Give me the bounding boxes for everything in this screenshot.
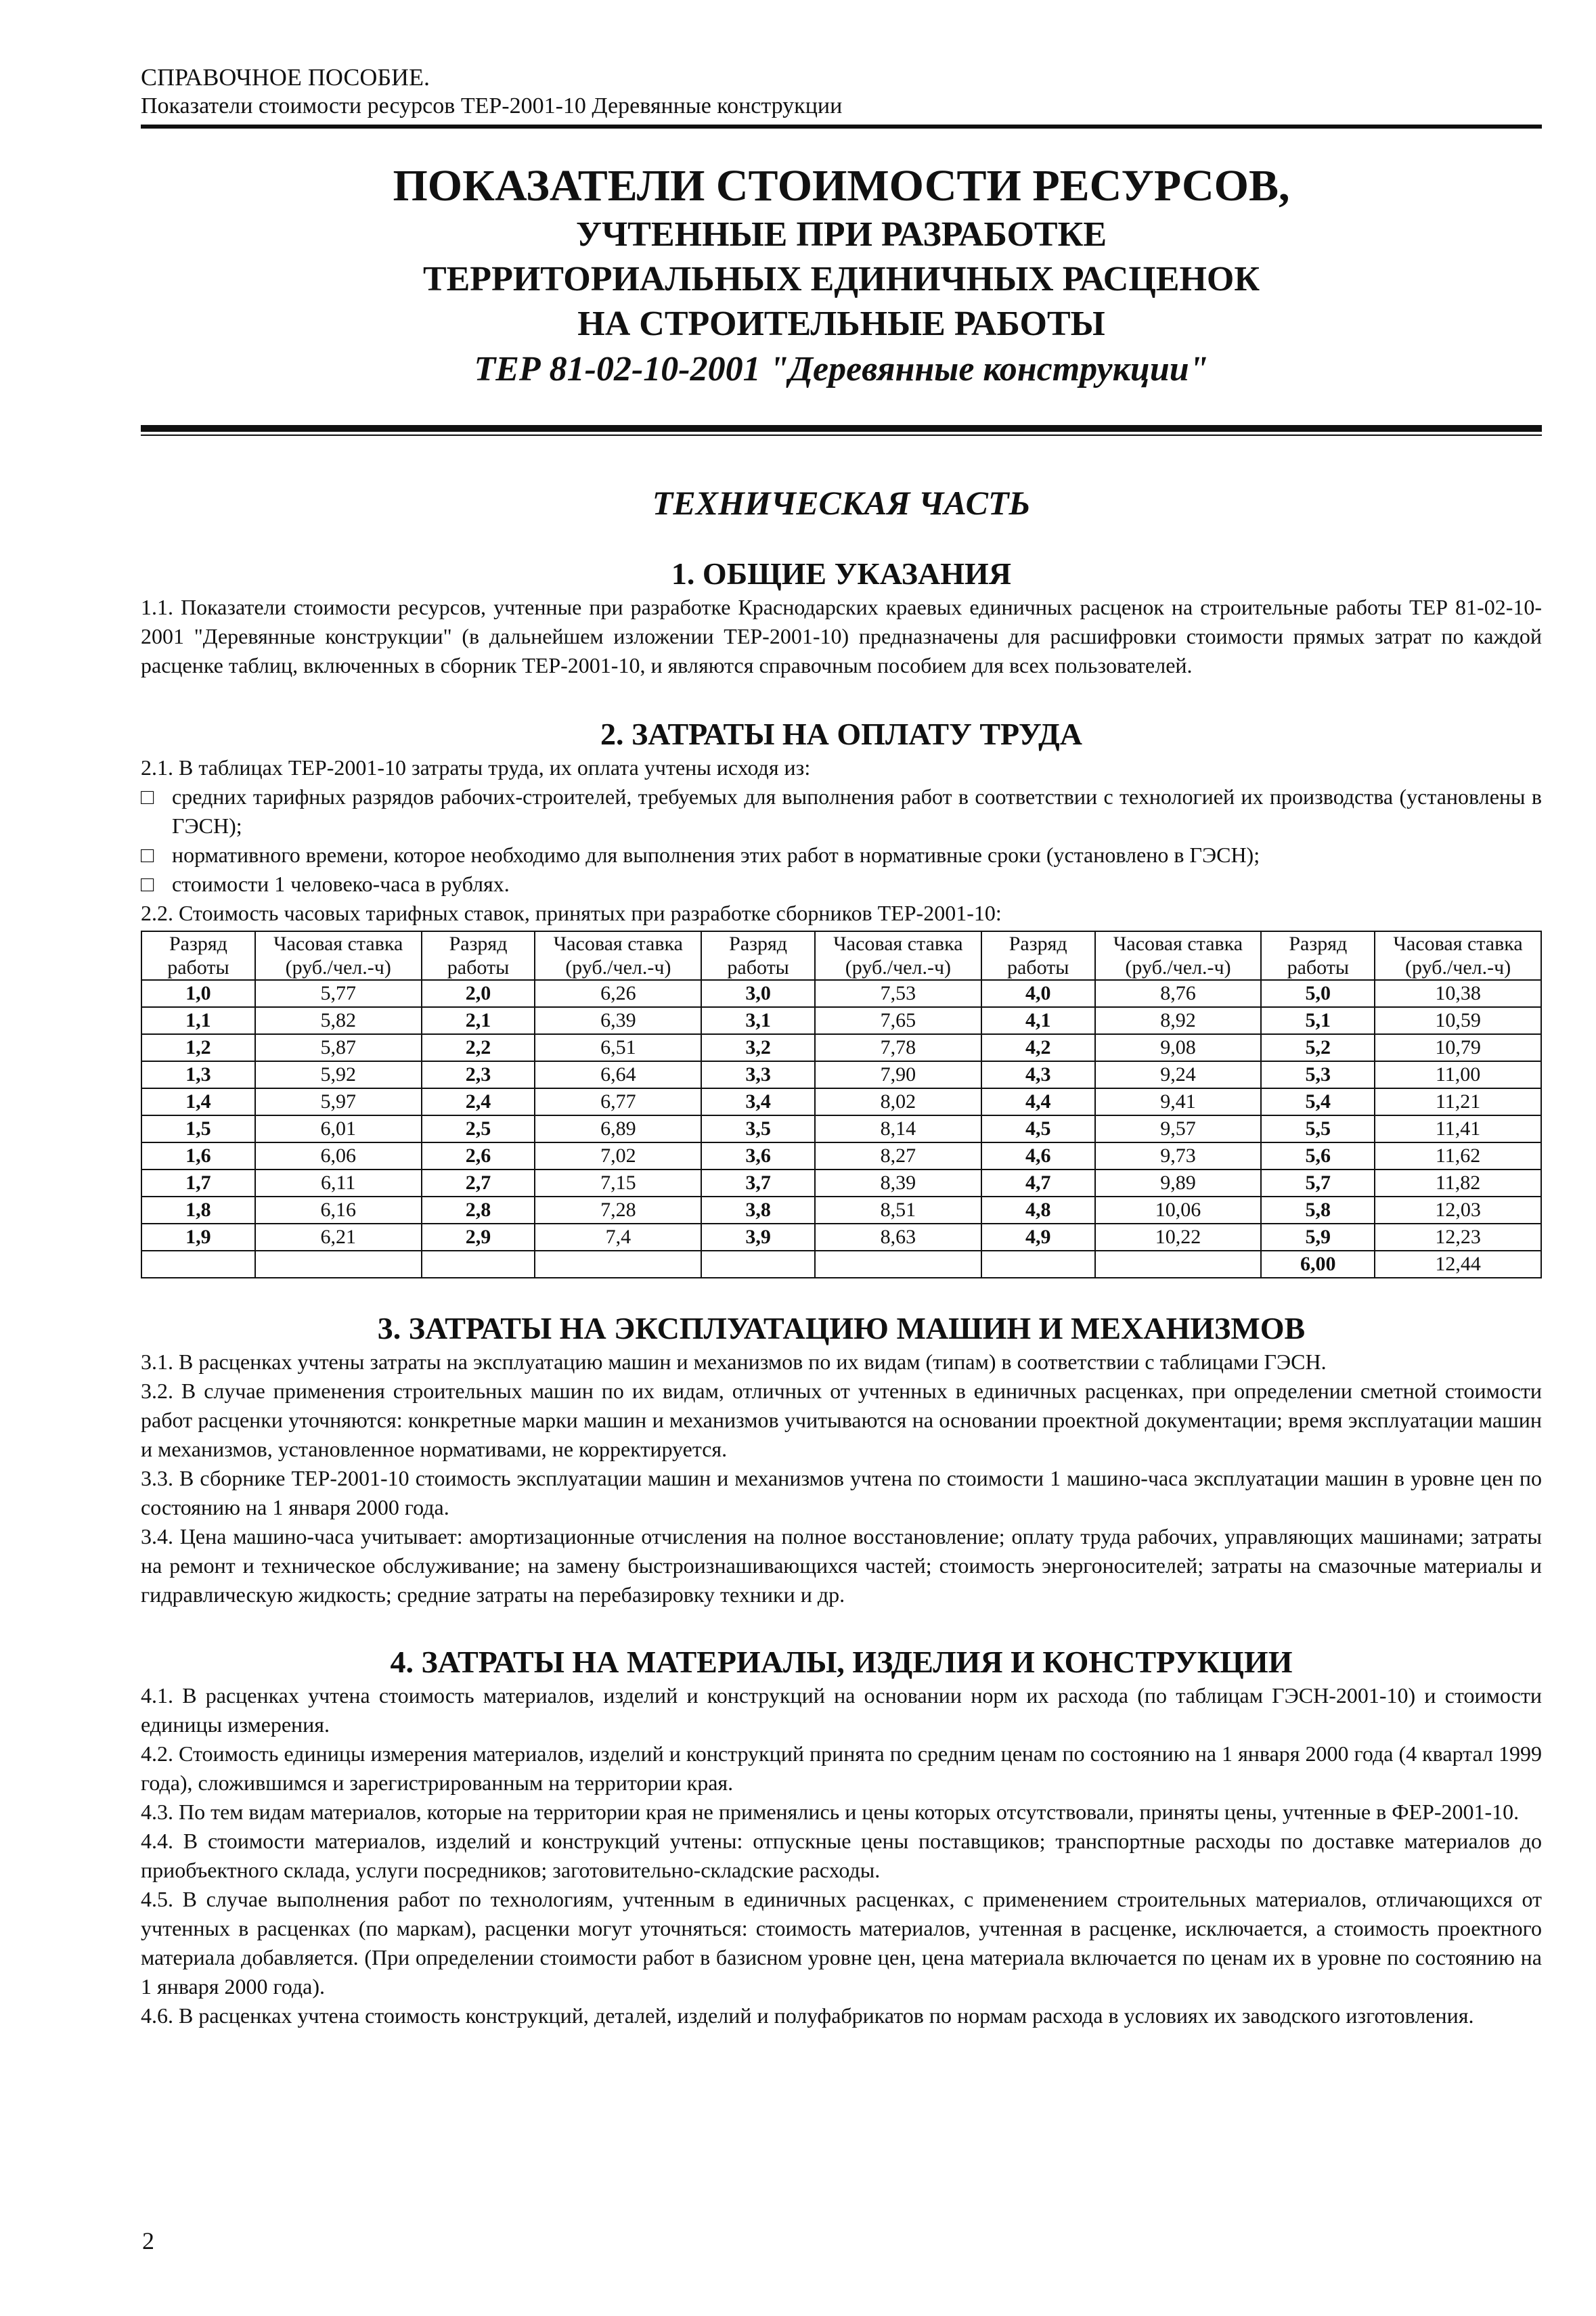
grade-cell: 2,8	[422, 1197, 535, 1224]
grade-cell: 2,5	[422, 1115, 535, 1142]
table-row	[141, 980, 1541, 1007]
section-2-heading: 2. ЗАТРАТЫ НА ОПЛАТУ ТРУДА	[600, 717, 1082, 751]
rate-cell: 7,02	[535, 1142, 701, 1170]
rate-cell: 7,78	[815, 1034, 981, 1061]
rate-cell: 9,89	[1095, 1170, 1262, 1197]
rate-cell: 7,90	[815, 1061, 981, 1088]
rate-cell	[815, 1251, 981, 1278]
grade-cell: 6,00	[1261, 1251, 1375, 1278]
rate-cell: 7,4	[535, 1224, 701, 1251]
grade-cell: 5,0	[1261, 980, 1375, 1007]
column-header-rate: Часовая ставка (руб./чел.-ч)	[255, 931, 422, 980]
rate-cell: 6,51	[535, 1034, 701, 1061]
column-header-grade: Разряд работы	[422, 931, 535, 980]
section-4-heading: 4. ЗАТРАТЫ НА МАТЕРИАЛЫ, ИЗДЕЛИЯ И КОНСТРУКЦИИ	[390, 1645, 1293, 1679]
grade-cell: 3,5	[701, 1115, 815, 1142]
grade-cell: 2,2	[422, 1034, 535, 1061]
rate-cell: 9,41	[1095, 1088, 1262, 1115]
grade-cell: 3,1	[701, 1007, 815, 1034]
rate-cell	[535, 1251, 701, 1278]
bullet-item: □ стоимости 1 человеко-часа в рублях.	[141, 870, 1542, 899]
grade-cell: 3,2	[701, 1034, 815, 1061]
rate-cell: 8,39	[815, 1170, 981, 1197]
rate-cell: 8,76	[1095, 980, 1262, 1007]
grade-cell: 3,6	[701, 1142, 815, 1170]
grade-cell: 2,9	[422, 1224, 535, 1251]
section-1-paragraph: 1.1. Показатели стоимости ресурсов, учтенные при разработке Краснодарских краевых единичных расценок на строительные работы ТЕР 81-02-10-2001 "Деревянные конструкции" (в дальнейшем изложении ТЕР-2001-10) предназначены для расшифровки стоимости прямых затрат по каждой расценке таблиц, включенных в сборник ТЕР-2001-10, и являются справочным пособием для всех пользователей.	[141, 595, 1542, 677]
grade-cell: 5,8	[1261, 1197, 1375, 1224]
rate-cell: 8,27	[815, 1142, 981, 1170]
rate-cell: 5,82	[255, 1007, 422, 1034]
grade-cell: 4,5	[981, 1115, 1095, 1142]
rate-cell: 10,59	[1375, 1007, 1541, 1034]
rate-cell: 6,01	[255, 1115, 422, 1142]
section-4-paragraph: 4.1. В расценках учтена стоимость материалов, изделий и конструкций на основании норм их расхода (по таблицам ГЭСН-2001-10) и стоимости единицы измерения.	[141, 1683, 1542, 1737]
grade-cell: 1,7	[141, 1170, 255, 1197]
title-line-5: ТЕР 81-02-10-2001 "Деревянные конструкции"	[474, 350, 1209, 388]
table-row	[141, 1088, 1541, 1115]
table-header-row	[141, 931, 1541, 980]
technical-part-heading: ТЕХНИЧЕСКАЯ ЧАСТЬ	[652, 484, 1031, 522]
grade-cell: 3,8	[701, 1197, 815, 1224]
bullet-mark: □	[141, 872, 154, 896]
column-header-grade: Разряд работы	[981, 931, 1095, 980]
rate-cell: 10,22	[1095, 1224, 1262, 1251]
rate-cell: 7,53	[815, 980, 981, 1007]
rate-cell: 8,63	[815, 1224, 981, 1251]
grade-cell: 4,6	[981, 1142, 1095, 1170]
section-3-paragraph: 3.1. В расценках учтены затраты на эксплуатацию машин и механизмов по их видам (типам) в соответствии с таблицами ГЭСН.	[141, 1350, 1327, 1374]
grade-cell: 2,0	[422, 980, 535, 1007]
grade-cell: 5,1	[1261, 1007, 1375, 1034]
grade-cell	[981, 1251, 1095, 1278]
grade-cell: 2,1	[422, 1007, 535, 1034]
grade-cell: 1,1	[141, 1007, 255, 1034]
table-row	[141, 1170, 1541, 1197]
grade-cell: 1,4	[141, 1088, 255, 1115]
grade-cell: 4,0	[981, 980, 1095, 1007]
rate-cell: 6,06	[255, 1142, 422, 1170]
rate-cell: 7,65	[815, 1007, 981, 1034]
rate-cell: 5,97	[255, 1088, 422, 1115]
rate-cell: 5,87	[255, 1034, 422, 1061]
rate-cell: 9,08	[1095, 1034, 1262, 1061]
grade-cell: 5,3	[1261, 1061, 1375, 1088]
grade-cell: 3,9	[701, 1224, 815, 1251]
grade-cell: 5,7	[1261, 1170, 1375, 1197]
column-header-grade: Разряд работы	[701, 931, 815, 980]
table-row	[141, 1115, 1541, 1142]
section-2-paragraph-2: 2.2. Стоимость часовых тарифных ставок, принятых при разработке сборников ТЕР-2001-10:	[141, 901, 1002, 925]
section-1-heading: 1. ОБЩИЕ УКАЗАНИЯ	[671, 556, 1012, 591]
grade-cell: 1,8	[141, 1197, 255, 1224]
grade-cell: 2,7	[422, 1170, 535, 1197]
bullet-item: □ нормативного времени, которое необходимо для выполнения этих работ в нормативные сроки (установлено в ГЭСН);	[141, 841, 1542, 870]
grade-cell: 5,6	[1261, 1142, 1375, 1170]
rate-cell: 9,24	[1095, 1061, 1262, 1088]
table-row	[141, 1197, 1541, 1224]
section-4-paragraph: 4.5. В случае выполнения работ по технологиям, учтенным в единичных расценках, с применением строительных материалов, отличающихся от учтенных в расценках (по маркам), расценки могут уточняться: стоимость материалов, учтенная в расценке, исключается, а стоимость проектного материала добавляется. (При определении стоимости работ в базисном уровне цен, цена материала включается по ценам их в уровне по состоянию на 1 января 2000 года).	[141, 1887, 1542, 1999]
rate-cell: 6,21	[255, 1224, 422, 1251]
rate-cell: 8,02	[815, 1088, 981, 1115]
title-line-2: УЧТЕННЫЕ ПРИ РАЗРАБОТКЕ	[575, 215, 1107, 254]
grade-cell: 4,3	[981, 1061, 1095, 1088]
document-title	[141, 160, 1542, 393]
table-body	[141, 980, 1541, 1278]
title-line-4: НА СТРОИТЕЛЬНЫЕ РАБОТЫ	[577, 305, 1105, 343]
bullet-item: □ средних тарифных разрядов рабочих-строителей, требуемых для выполнения работ в соответствии с технологией их производства (установлены в ГЭСН);	[141, 782, 1542, 841]
hourly-rates-table	[141, 931, 1542, 1278]
column-header-rate: Часовая ставка (руб./чел.-ч)	[815, 931, 981, 980]
rate-cell: 11,82	[1375, 1170, 1541, 1197]
column-header-rate: Часовая ставка (руб./чел.-ч)	[535, 931, 701, 980]
section-4-paragraph: 4.2. Стоимость единицы измерения материалов, изделий и конструкций принята по средним ценам по состоянию на 1 января 2000 года (4 квартал 1999 года), сложившимся и зарегистрированным на территории края.	[141, 1741, 1542, 1795]
rate-cell: 5,77	[255, 980, 422, 1007]
rate-cell: 8,92	[1095, 1007, 1262, 1034]
grade-cell: 4,8	[981, 1197, 1095, 1224]
table-row	[141, 1034, 1541, 1061]
rate-cell: 11,00	[1375, 1061, 1541, 1088]
grade-cell: 1,6	[141, 1142, 255, 1170]
grade-cell: 1,5	[141, 1115, 255, 1142]
title-divider	[141, 425, 1542, 436]
grade-cell: 2,4	[422, 1088, 535, 1115]
section-4-paragraph: 4.3. По тем видам материалов, которые на территории края не применялись и цены которых отсутствовали, приняты цены, учтенные в ФЕР-2001-10.	[141, 1800, 1520, 1824]
column-header-grade: Разряд работы	[1261, 931, 1375, 980]
rate-cell: 12,44	[1375, 1251, 1541, 1278]
document-page	[141, 62, 1542, 2030]
rate-cell: 9,73	[1095, 1142, 1262, 1170]
grade-cell: 5,5	[1261, 1115, 1375, 1142]
grade-cell: 3,4	[701, 1088, 815, 1115]
grade-cell: 4,9	[981, 1224, 1095, 1251]
grade-cell: 3,7	[701, 1170, 815, 1197]
grade-cell	[422, 1251, 535, 1278]
table-row	[141, 1007, 1541, 1034]
section-4-paragraph: 4.4. В стоимости материалов, изделий и конструкций учтены: отпускные цены поставщиков; транспортные расходы по доставке материалов до приобъектного склада, услуги посредников; заготовительно-складские расходы.	[141, 1829, 1542, 1882]
table-row	[141, 1142, 1541, 1170]
section-3-paragraph: 3.3. В сборнике ТЕР-2001-10 стоимость эксплуатации машин и механизмов учтена по стоимости 1 машино-часа эксплуатации машин в уровне цен по состоянию на 1 января 2000 года.	[141, 1466, 1542, 1519]
title-line-1: ПОКАЗАТЕЛИ СТОИМОСТИ РЕСУРСОВ,	[393, 161, 1290, 210]
grade-cell: 1,3	[141, 1061, 255, 1088]
grade-cell	[701, 1251, 815, 1278]
rate-cell: 11,21	[1375, 1088, 1541, 1115]
rate-cell: 8,51	[815, 1197, 981, 1224]
grade-cell	[141, 1251, 255, 1278]
rate-cell: 11,62	[1375, 1142, 1541, 1170]
section-3-paragraph: 3.4. Цена машино-часа учитывает: амортизационные отчисления на полное восстановление; оплату труда рабочих, управляющих машинами; затраты на ремонт и техническое обслуживание; на замену быстроизнашивающихся частей; стоимость энергоносителей; затраты на смазочные материалы и гидравлическую жидкость; средние затраты на перебазировку техники и др.	[141, 1524, 1542, 1607]
rate-cell: 6,64	[535, 1061, 701, 1088]
rate-cell: 12,03	[1375, 1197, 1541, 1224]
grade-cell: 2,3	[422, 1061, 535, 1088]
rate-cell	[255, 1251, 422, 1278]
running-header-title: СПРАВОЧНОЕ ПОСОБИЕ.	[141, 64, 430, 91]
grade-cell: 4,1	[981, 1007, 1095, 1034]
table-row	[141, 1251, 1541, 1278]
grade-cell: 1,2	[141, 1034, 255, 1061]
rate-cell: 6,26	[535, 980, 701, 1007]
bullet-mark: □	[141, 843, 154, 867]
rate-cell: 6,77	[535, 1088, 701, 1115]
rate-cell: 7,15	[535, 1170, 701, 1197]
rate-cell: 6,11	[255, 1170, 422, 1197]
rate-cell: 8,14	[815, 1115, 981, 1142]
grade-cell: 3,0	[701, 980, 815, 1007]
section-4-paragraph: 4.6. В расценках учтена стоимость конструкций, деталей, изделий и полуфабрикатов по нормам расхода в условиях их заводского изготовления.	[141, 2003, 1474, 2028]
grade-cell: 1,0	[141, 980, 255, 1007]
table-row	[141, 1061, 1541, 1088]
rate-cell: 12,23	[1375, 1224, 1541, 1251]
grade-cell: 3,3	[701, 1061, 815, 1088]
grade-cell: 4,2	[981, 1034, 1095, 1061]
bullet-mark: □	[141, 784, 154, 809]
column-header-grade: Разряд работы	[141, 931, 255, 980]
column-header-rate: Часовая ставка (руб./чел.-ч)	[1375, 931, 1541, 980]
grade-cell: 5,9	[1261, 1224, 1375, 1251]
grade-cell: 5,2	[1261, 1034, 1375, 1061]
table-row	[141, 1224, 1541, 1251]
rate-cell: 10,06	[1095, 1197, 1262, 1224]
page-number: 2	[142, 2227, 154, 2254]
rate-cell: 11,41	[1375, 1115, 1541, 1142]
rate-cell	[1095, 1251, 1262, 1278]
rate-cell: 10,38	[1375, 980, 1541, 1007]
section-3-paragraph: 3.2. В случае применения строительных машин по их видам, отличных от учтенных в единичных расценках, при определении сметной стоимости работ расценки уточняются: конкретные марки машин и механизмов учитываются на основании проектной документации; время эксплуатации машин и механизмов, установленное нормативами, не корректируется.	[141, 1379, 1542, 1461]
section-2-paragraph-1: 2.1. В таблицах ТЕР-2001-10 затраты труда, их оплата учтены исходя из:	[141, 755, 811, 780]
grade-cell: 4,7	[981, 1170, 1095, 1197]
rate-cell: 9,57	[1095, 1115, 1262, 1142]
rate-cell: 6,89	[535, 1115, 701, 1142]
section-3-heading: 3. ЗАТРАТЫ НА ЭКСПЛУАТАЦИЮ МАШИН И МЕХАНИЗМОВ	[377, 1311, 1306, 1345]
grade-cell: 4,4	[981, 1088, 1095, 1115]
title-line-3: ТЕРРИТОРИАЛЬНЫХ ЕДИНИЧНЫХ РАСЦЕНОК	[422, 260, 1260, 298]
grade-cell: 5,4	[1261, 1088, 1375, 1115]
grade-cell: 1,9	[141, 1224, 255, 1251]
rate-cell: 7,28	[535, 1197, 701, 1224]
rate-cell: 6,39	[535, 1007, 701, 1034]
column-header-rate: Часовая ставка (руб./чел.-ч)	[1095, 931, 1262, 980]
grade-cell: 2,6	[422, 1142, 535, 1170]
rate-cell: 6,16	[255, 1197, 422, 1224]
running-header-subtitle: Показатели стоимости ресурсов ТЕР-2001-10 Деревянные конструкции	[141, 92, 1542, 129]
rate-cell: 5,92	[255, 1061, 422, 1088]
rate-cell: 10,79	[1375, 1034, 1541, 1061]
